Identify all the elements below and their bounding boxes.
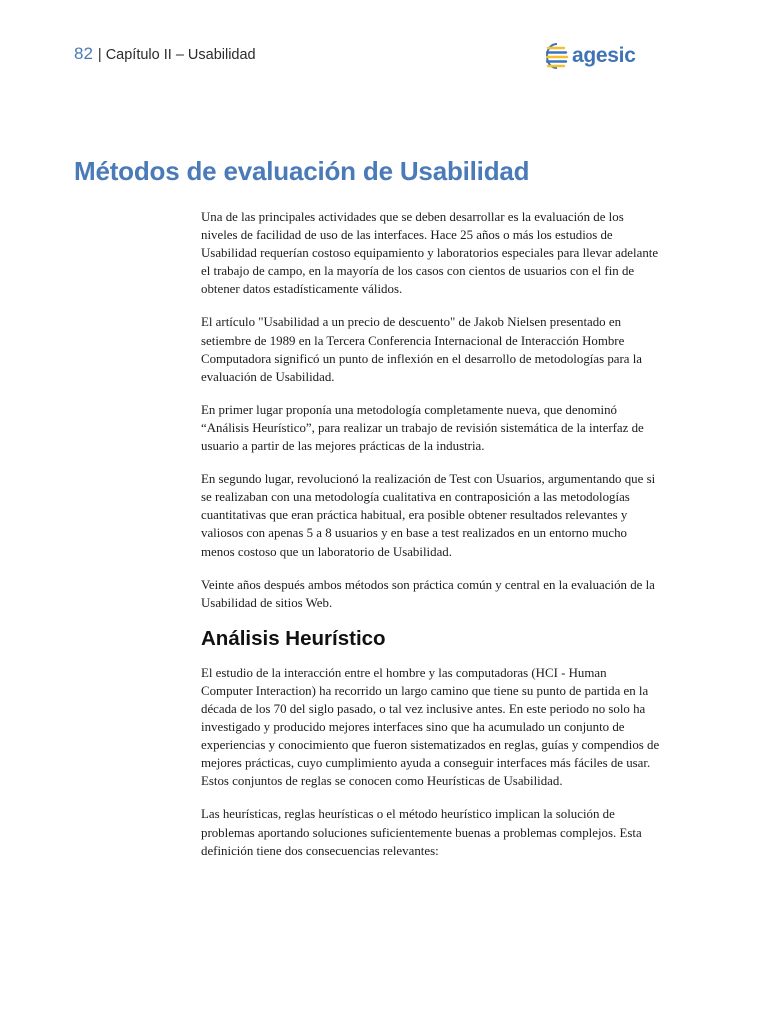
- paragraph: Veinte años después ambos métodos son práctica común y central en la evaluación de la Usabilidad de sitios Web.: [201, 577, 655, 610]
- paragraph: Una de las principales actividades que se deben desarrollar es la evaluación de los niveles de facilidad de uso de las interfaces. Hace 25 años o más los estudios de Usabilidad requerían costoso equipamiento y laboratorios especiales para llevar adelante el trabajo de campo, en la mayoría de los casos con cientos de usuarios con el fin de obtener datos estadísticamente válidos.: [201, 210, 659, 297]
- page-header: [74, 44, 256, 70]
- agesic-logo: [546, 40, 636, 72]
- paragraph: Las heurísticas, reglas heurísticas o el método heurístico implican la solución de problemas aportando soluciones suficientemente buenas a problemas complejos. Esta definición tiene dos consecuencias relevantes:: [201, 807, 642, 858]
- page-number: 82: [74, 44, 93, 63]
- section-heading: Análisis Heurístico: [201, 626, 386, 650]
- document-body: [201, 208, 661, 875]
- paragraph: En primer lugar proponía una metodología completamente nueva, que denominó “Análisis Heurístico”, para realizar un trabajo de revisión sistemática de la interfaz de usuario a partir de las mejores prácticas de la industria.: [201, 402, 644, 454]
- header-separator: |: [97, 47, 102, 63]
- paragraph: El estudio de la interacción entre el hombre y las computadoras (HCI - Human Computer Interaction) ha recorrido un largo camino que tiene su punto de partida en la década de los 70 del siglo pasado, o tal vez inclusive antes. En este periodo no solo ha investigado y producido mejores interfaces sino que ha acumulado un conjunto de experiencias y conocimiento que fueron sistematizados en reglas, guías y compendios de mejores prácticas, cuyo cumplimiento ayuda a conseguir interfaces más fáciles de usar. Estos conjuntos de reglas se conocen como Heurísticas de Usabilidad.: [201, 665, 660, 789]
- chapter-title: Capítulo II – Usabilidad: [105, 47, 256, 63]
- paragraph: El artículo "Usabilidad a un precio de descuento" de Jakob Nielsen presentado en setiembre de 1989 en la Tercera Conferencia Internacional de Interacción Hombre Computadora significó un punto de inflexión en el desarrollo de metodologías para la evaluación de Usabilidad.: [201, 315, 643, 384]
- agesic-globe-icon: [546, 43, 568, 69]
- logo-text: agesic: [572, 44, 636, 67]
- paragraph: En segundo lugar, revolucionó la realización de Test con Usuarios, argumentando que si se realizaban con una metodología cualitativa en contraposición a las metodologías cuantitativas que eran práctica habitual, era posible obtener resultados relevantes y valiosos con apenas 5 a 8 usuarios y en base a test realizados en un entorno mucho menos costoso que un laboratorio de Usabilidad.: [201, 472, 656, 559]
- page-title: Métodos de evaluación de Usabilidad: [74, 156, 530, 186]
